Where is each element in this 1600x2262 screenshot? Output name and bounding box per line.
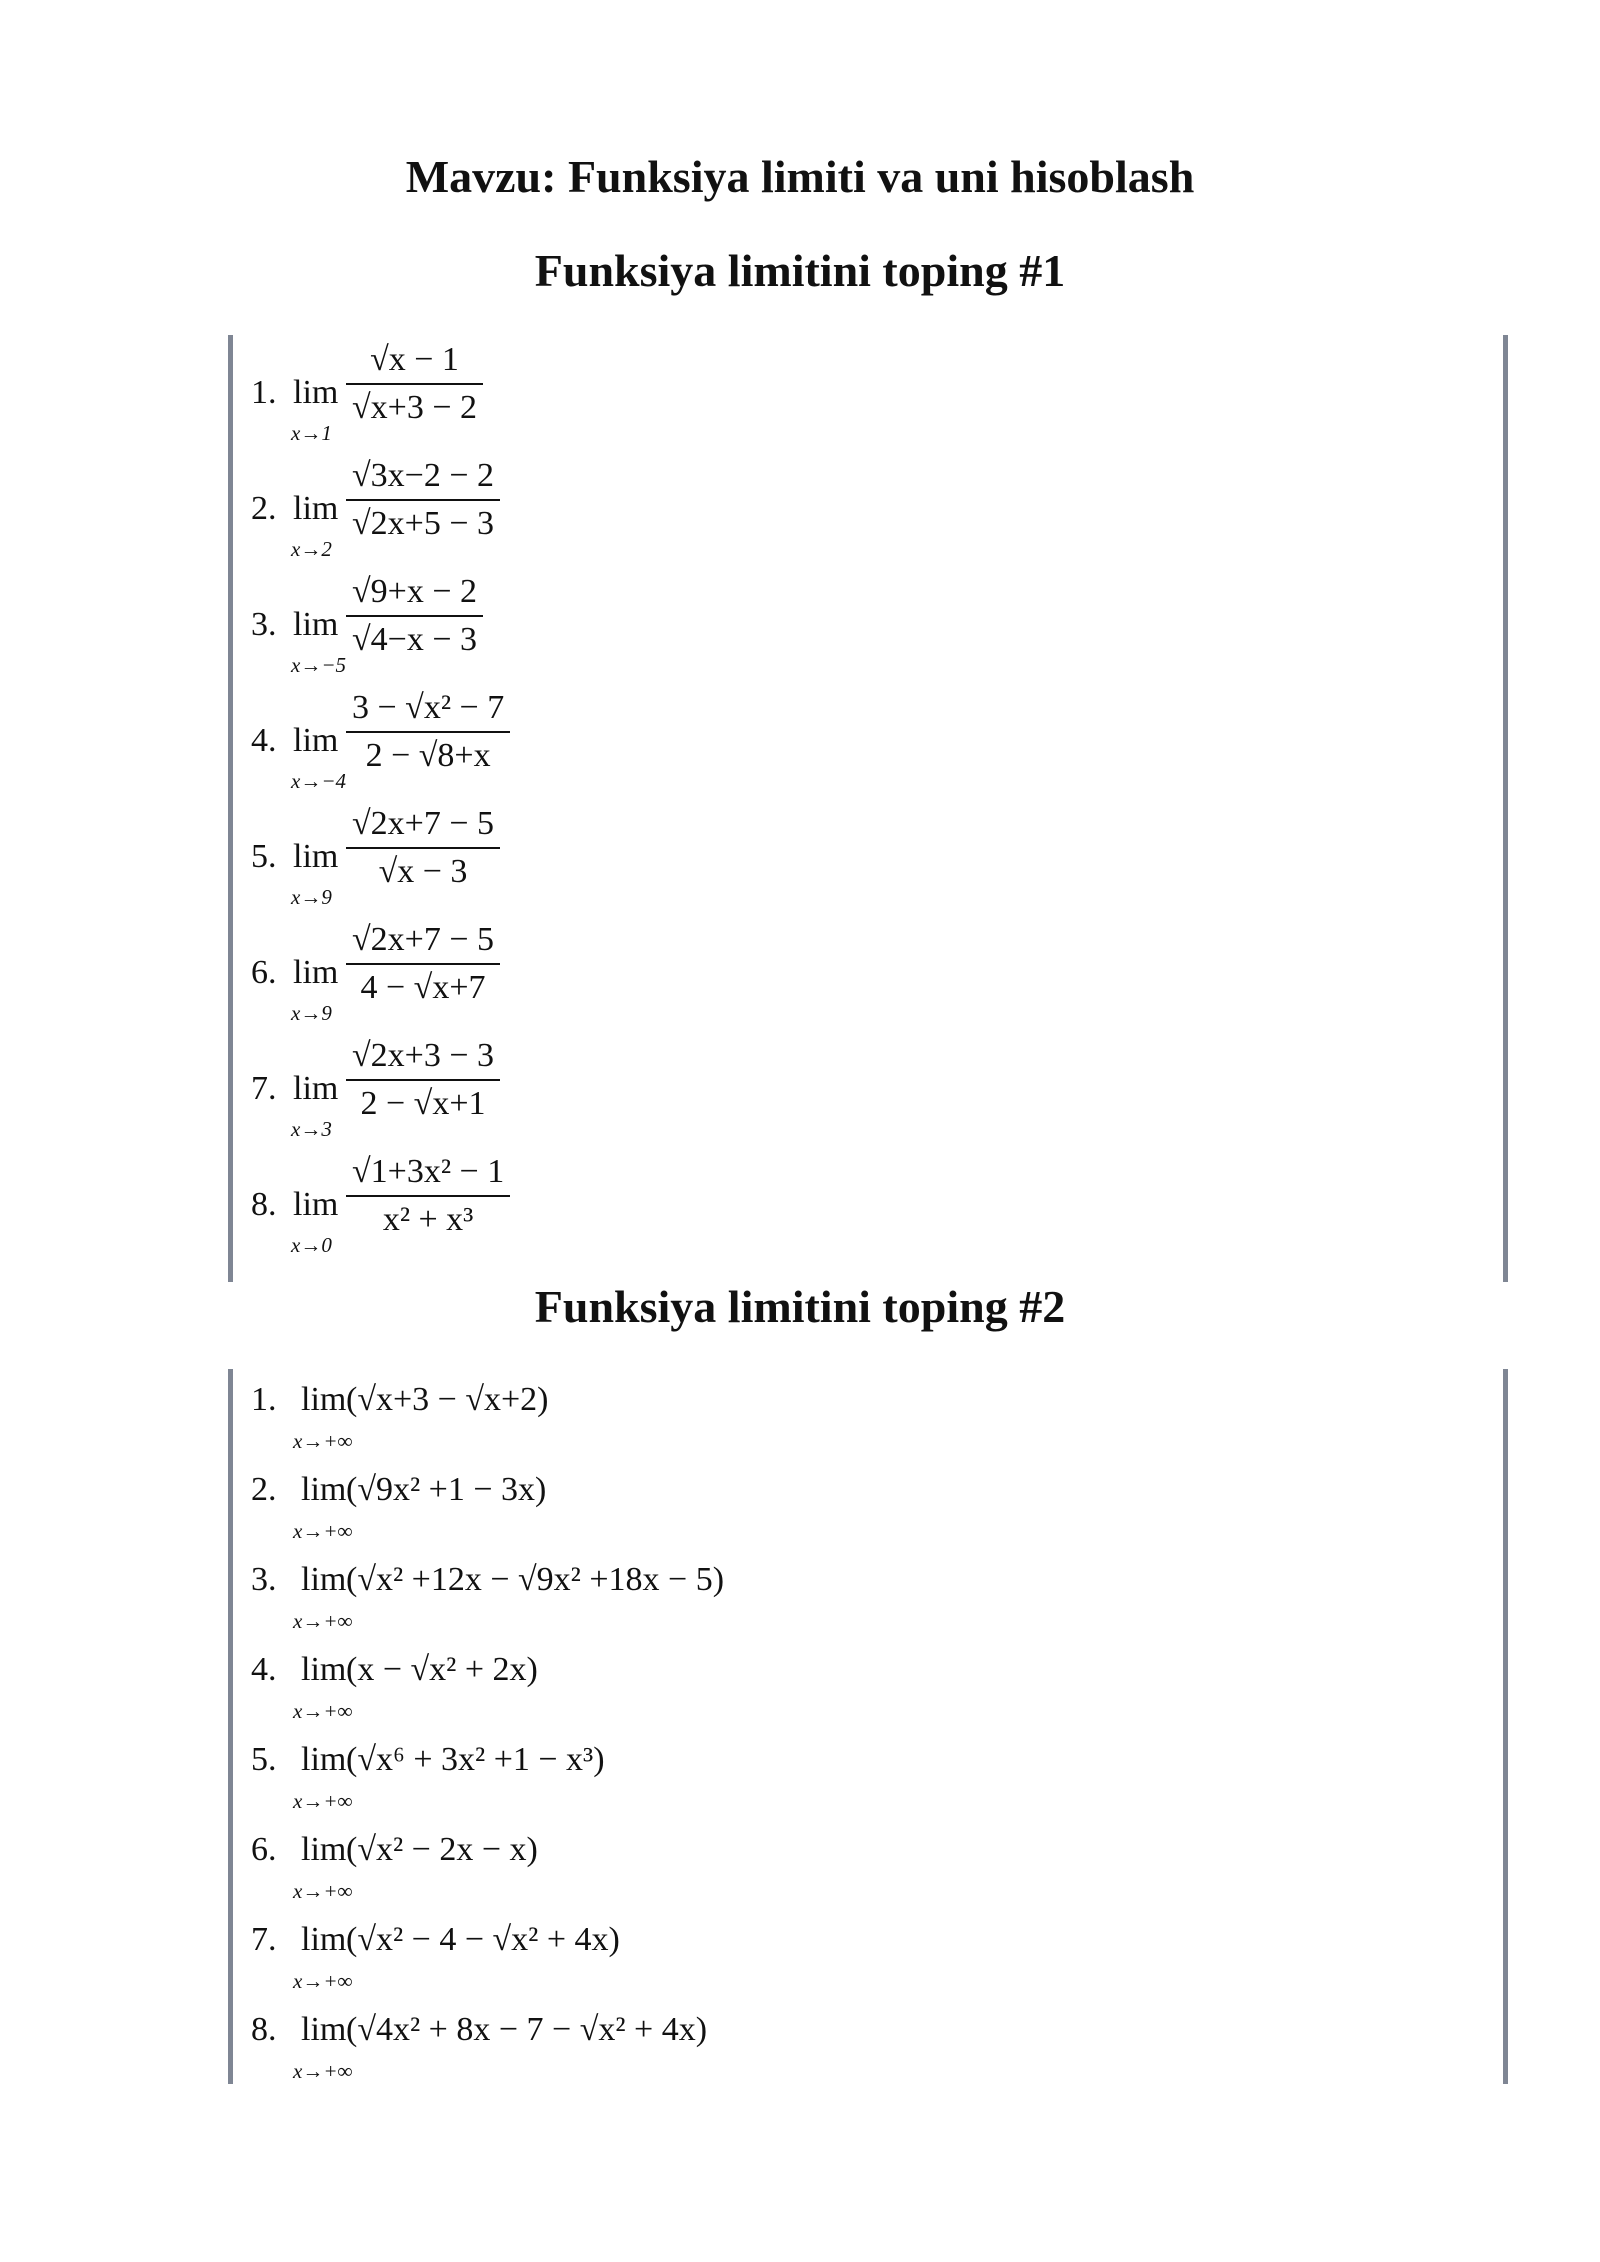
lim-label: lim [293, 954, 339, 991]
limit-expression: (√x² − 2x − x) [346, 1831, 538, 1868]
denominator: √x+3 − 2 [352, 389, 478, 426]
lim-subscript: x→+∞ [293, 1519, 353, 1543]
lim-subscript: x→0 [291, 1233, 332, 1257]
item-number: 5. [251, 838, 277, 875]
numerator: √1+3x² − 1 [352, 1153, 505, 1190]
limit-expression: (√x² +12x − √9x² +18x − 5) [346, 1561, 725, 1598]
lim-label: lim [301, 1561, 347, 1598]
item-number: 4. [251, 1651, 277, 1688]
lim-subscript: x→9 [291, 1001, 332, 1025]
lim-subscript: x→3 [291, 1117, 332, 1141]
lim-subscript: x→9 [291, 885, 332, 909]
lim-label: lim [301, 1921, 347, 1958]
item-number: 8. [251, 1186, 277, 1223]
limit-expression: (x − √x² + 2x) [346, 1651, 538, 1688]
problem-item [251, 799, 1151, 915]
problem-item [251, 335, 1151, 451]
fraction [346, 1147, 510, 1239]
problem-item [251, 1639, 1251, 1729]
problem-item [251, 1147, 1151, 1263]
denominator: √x − 3 [378, 853, 468, 890]
limit-expression: (√x² − 4 − √x² + 4x) [346, 1921, 620, 1958]
fraction [346, 1031, 500, 1123]
lim-label: lim [293, 1070, 339, 1107]
fraction [346, 567, 483, 659]
item-number: 6. [251, 954, 277, 991]
fraction [346, 683, 510, 775]
lim-subscript: x→−4 [291, 769, 346, 793]
lim-label: lim [301, 2011, 347, 2048]
numerator: √2x+7 − 5 [352, 921, 495, 958]
lim-subscript: x→2 [291, 537, 332, 561]
lim-subscript: x→+∞ [293, 2059, 353, 2083]
item-number: 8. [251, 2011, 277, 2048]
lim-label: lim [293, 490, 339, 527]
lim-label: lim [293, 606, 339, 643]
item-number: 2. [251, 1471, 277, 1508]
lim-label: lim [293, 722, 339, 759]
denominator: √4−x − 3 [352, 621, 478, 658]
lim-label: lim [293, 838, 339, 875]
lim-subscript: x→+∞ [293, 1699, 353, 1723]
denominator: x² + x³ [382, 1201, 474, 1238]
numerator: √2x+3 − 3 [352, 1037, 495, 1074]
problem-item [251, 1369, 1251, 1459]
lim-subscript: x→1 [291, 421, 332, 445]
lim-subscript: x→+∞ [293, 1879, 353, 1903]
numerator: √2x+7 − 5 [352, 805, 495, 842]
denominator: √2x+5 − 3 [352, 505, 495, 542]
section1-heading: Funksiya limitini toping #1 [534, 245, 1066, 296]
problem-box-2 [228, 1369, 1508, 2084]
problem-item [251, 1909, 1251, 1999]
item-number: 3. [251, 606, 277, 643]
fraction [346, 451, 500, 543]
problem-item [251, 1729, 1251, 1819]
item-number: 7. [251, 1070, 277, 1107]
item-number: 7. [251, 1921, 277, 1958]
limit-expression: (√x⁶ + 3x² +1 − x³) [346, 1741, 605, 1778]
numerator: √3x−2 − 2 [352, 457, 495, 494]
lim-subscript: x→+∞ [293, 1789, 353, 1813]
problem-item [251, 1459, 1251, 1549]
page-title: Mavzu: Funksiya limiti va uni hisoblash [405, 151, 1195, 202]
problem-box-1 [228, 335, 1508, 1282]
numerator: √9+x − 2 [352, 573, 478, 610]
lim-label: lim [301, 1651, 347, 1688]
problem-item [251, 1549, 1251, 1639]
lim-label: lim [301, 1381, 347, 1418]
lim-label: lim [301, 1471, 347, 1508]
fraction [346, 915, 500, 1007]
problem-item [251, 1999, 1251, 2089]
lim-subscript: x→+∞ [293, 1609, 353, 1633]
lim-label: lim [301, 1741, 347, 1778]
fraction [346, 799, 500, 891]
item-number: 2. [251, 490, 277, 527]
item-number: 5. [251, 1741, 277, 1778]
problem-item [251, 1819, 1251, 1909]
lim-subscript: x→+∞ [293, 1429, 353, 1453]
limit-expression: (√4x² + 8x − 7 − √x² + 4x) [346, 2011, 708, 2048]
lim-label: lim [301, 1831, 347, 1868]
lim-subscript: x→−5 [291, 653, 346, 677]
item-number: 4. [251, 722, 277, 759]
problem-item [251, 567, 1151, 683]
numerator: 3 − √x² − 7 [352, 689, 505, 726]
lim-label: lim [293, 374, 339, 411]
item-number: 1. [251, 374, 277, 411]
limit-expression: (√9x² +1 − 3x) [346, 1471, 547, 1508]
section2-heading: Funksiya limitini toping #2 [534, 1281, 1066, 1332]
problem-item [251, 1031, 1151, 1147]
lim-label: lim [293, 1186, 339, 1223]
denominator: 2 − √8+x [365, 737, 491, 774]
denominator: 2 − √x+1 [360, 1085, 486, 1122]
item-number: 1. [251, 1381, 277, 1418]
problem-item [251, 451, 1151, 567]
fraction [346, 335, 483, 427]
numerator: √x − 1 [370, 341, 459, 378]
item-number: 6. [251, 1831, 277, 1868]
limit-expression: (√x+3 − √x+2) [346, 1381, 549, 1418]
problem-item [251, 915, 1151, 1031]
item-number: 3. [251, 1561, 277, 1598]
lim-subscript: x→+∞ [293, 1969, 353, 1993]
problem-item [251, 683, 1151, 799]
denominator: 4 − √x+7 [360, 969, 486, 1006]
